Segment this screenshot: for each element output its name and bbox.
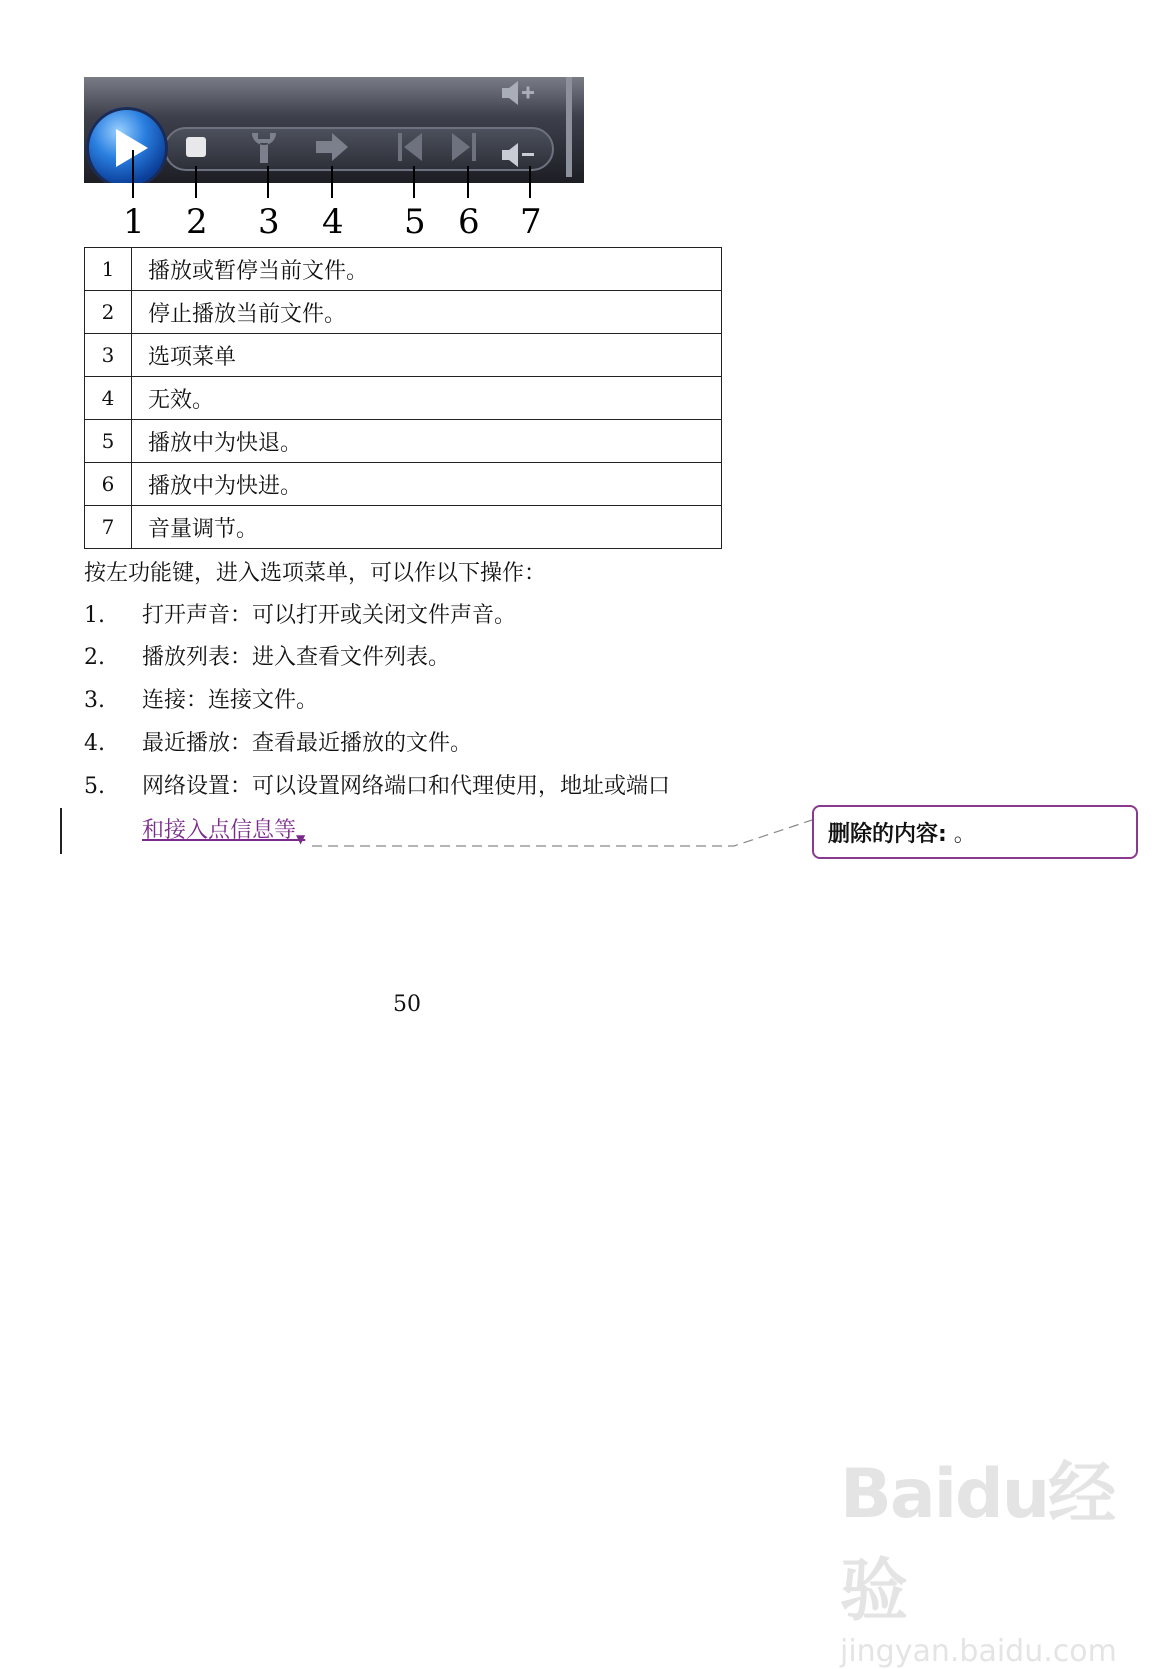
table-row [85, 420, 722, 463]
row-description: 音量调节。 [132, 506, 722, 549]
row-description: 选项菜单 [132, 334, 722, 377]
list-text: 最近播放：查看最近播放的文件。 [142, 731, 473, 756]
callout-number: 2 [186, 202, 208, 242]
row-description: 无效。 [132, 377, 722, 420]
table-row [85, 334, 722, 377]
comment-label: 删除的内容: [828, 822, 947, 847]
revision-comment-balloon[interactable] [812, 805, 1138, 859]
list-item [84, 598, 516, 629]
callout-number: 4 [322, 202, 344, 242]
list-item [84, 640, 450, 671]
table-row [85, 506, 722, 549]
row-number: 2 [85, 291, 132, 334]
inserted-text: 和接入点信息等 [142, 818, 297, 843]
watermark-brand: Baidu经验 [840, 1455, 1115, 1631]
row-description: 播放中为快进。 [132, 463, 722, 506]
list-text: 连接：连接文件。 [142, 688, 319, 713]
callout-number: 7 [520, 202, 542, 242]
table-row [85, 248, 722, 291]
table-row [85, 463, 722, 506]
change-bar [60, 808, 62, 854]
watermark-url: jingyan.baidu.com [840, 1634, 1117, 1669]
row-description: 播放中为快退。 [132, 420, 722, 463]
list-item [84, 683, 318, 714]
table-row [85, 377, 722, 420]
list-text: 打开声音：可以打开或关闭文件声音。 [142, 603, 517, 628]
row-description: 播放或暂停当前文件。 [132, 248, 722, 291]
page-number: 50 [393, 992, 421, 1017]
row-number: 3 [85, 334, 132, 377]
list-item [84, 726, 472, 757]
list-number: 3. [84, 688, 105, 713]
list-number: 4. [84, 731, 105, 756]
row-description: 停止播放当前文件。 [132, 291, 722, 334]
row-number: 7 [85, 506, 132, 549]
intro-paragraph: 按左功能键，进入选项菜单，可以作以下操作： [84, 561, 547, 586]
list-text: 播放列表：进入查看文件列表。 [142, 645, 451, 670]
list-number: 5. [84, 774, 105, 799]
callout-leader-lines [84, 150, 604, 210]
callout-number: 5 [404, 202, 426, 242]
inserted-text-revision[interactable] [142, 813, 305, 846]
list-number: 2. [84, 645, 105, 670]
list-text: 网络设置：可以设置网络端口和代理使用，地址或端口 [142, 774, 671, 799]
row-number: 6 [85, 463, 132, 506]
row-number: 4 [85, 377, 132, 420]
callout-number: 6 [458, 202, 480, 242]
list-number: 1. [84, 603, 105, 628]
volume-up-icon [498, 79, 538, 107]
list-item [84, 769, 670, 800]
row-number: 5 [85, 420, 132, 463]
button-description-table [84, 247, 722, 549]
callout-number: 1 [123, 202, 145, 242]
revision-marker-icon: ▼ [296, 832, 306, 846]
row-number: 1 [85, 248, 132, 291]
callout-number: 3 [258, 202, 280, 242]
baidu-watermark [840, 1440, 1176, 1669]
table-row [85, 291, 722, 334]
comment-text: 。 [946, 822, 976, 847]
